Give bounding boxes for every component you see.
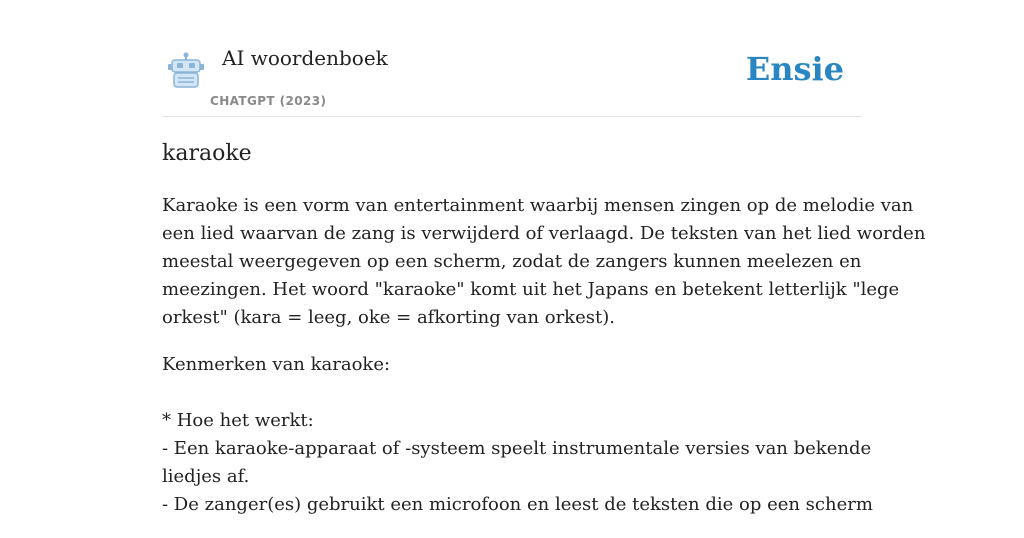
- definition-line: meestal weergegeven op een scherm, zodat de zangers kunnen meelezen en: [162, 251, 862, 272]
- entry-header: [162, 0, 862, 117]
- definition-line: orkest" (kara = leeg, oke = afkorting van orkest).: [162, 307, 615, 328]
- definition-paragraph-2: [162, 351, 873, 519]
- definition-line: liedjes af.: [162, 466, 250, 487]
- definition-line: Karaoke is een vorm van entertainment waarbij mensen zingen op de melodie van: [162, 195, 914, 216]
- definition-line: meezingen. Het woord "karaoke" komt uit het Japans en betekent letterlijk "lege: [162, 279, 900, 300]
- definition-paragraph-1: [162, 192, 926, 332]
- definition-line: - Een karaoke-apparaat of -systeem speelt instrumentale versies van bekende: [162, 438, 872, 459]
- definition-line: * Hoe het werkt:: [162, 410, 314, 431]
- definition-line: Kenmerken van karaoke:: [162, 354, 391, 375]
- page: [162, 0, 926, 515]
- definition-line: een lied waarvan de zang is verwijderd of verlaagd. De teksten van het lied worden: [162, 223, 926, 244]
- brand-logo-link[interactable]: Ensie: [745, 50, 844, 88]
- source-subtitle: CHATGPT (2023): [210, 94, 327, 108]
- entry-term: karaoke: [162, 141, 252, 166]
- entry-definition: [162, 192, 926, 538]
- definition-line: - De zanger(es) gebruikt een microfoon en leest de teksten die op een scherm: [162, 494, 873, 515]
- blank-line: [162, 379, 862, 407]
- source-title: AI woordenboek: [222, 46, 388, 70]
- robot-icon: [166, 52, 206, 90]
